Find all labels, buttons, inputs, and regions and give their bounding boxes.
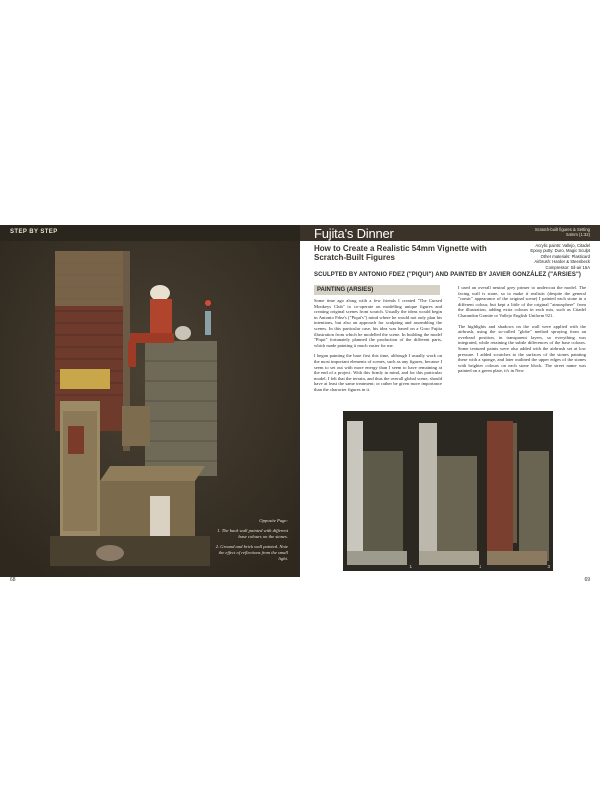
step-photo-image: [413, 411, 485, 571]
photo-number: 1: [409, 564, 412, 569]
body-paragraph: I began painting the base first this time, although I usually work on the most important elements of scenes, such as any figures, because I seem to set out with more energy than I seem to have remaining at the end of a project. With this firmly in mind, and for this particular model, I felt that the terrain, and thus the overall global scene, should have at least the same treatment; or rather be given more importance than the character figures in it.: [314, 353, 442, 392]
caption-item: 1. The back wall painted with different base colours on the stones.: [217, 528, 288, 539]
section-heading-label: PAINTING (ARSIES): [317, 287, 374, 293]
photo-caption: [210, 518, 288, 566]
step-photo: [481, 411, 553, 571]
section-header-label: STEP BY STEP: [10, 229, 58, 235]
spec-item: Scratch-built figures & Setting: [534, 227, 590, 232]
page-number-right: 69: [584, 577, 590, 583]
body-paragraph: Some time ago along with a few friends I created "The Cursed Monkeys Club" to co-operate on modelling unique figures and creating original scenes from scratch. Usually the ideas would begin in Antonio Fdez's ("Piqui's") mind where he would not only plan his intentions, but also an approach for sculpting and assembling the scenes. In this particular case, his idea was based on a Goro Fujita illustration from which he modelled the scene. In building the model "Piqui" fortunately planned the production of the different parts, which made painting it much easier for me.: [314, 298, 442, 348]
step-photo: [343, 411, 415, 571]
section-header: [0, 225, 300, 241]
left-page: [0, 225, 300, 583]
text-column-right: [458, 285, 586, 379]
text-column-left: [314, 298, 442, 398]
body-paragraph: The highlights and shadows on the wall were applied with the airbrush, using the so-called "globe" method spraying from an overhead position, in transparent layers, so everything was integrated, while retaining the subtle differences of the base colours. Some textured paints were also added with the airbrush set at low pressure. I added scratches to the surfaces of the stones painting these with a sponge, and later outlined the upper edges of the stones with brighter colours on each stone block. The street name was painted on a green plate, it's in New: [458, 323, 586, 374]
spec-item: Compressor: Sil-air 15A: [545, 264, 590, 270]
caption-item: 2. Ground and brick wall painted. Note the effect of reflections from the small light.: [215, 544, 288, 561]
article-subtitle: How to Create a Realistic 54mm Vignette with Scratch-Built Figures: [314, 244, 487, 262]
step-photo: [413, 411, 485, 571]
title-band: [300, 225, 600, 241]
spec-list: [470, 227, 590, 238]
credits-line: SCULPTED BY ANTONIO FDEZ ("PIQUI") AND PAINTED BY JAVIER GONZÁLEZ ("ARSIES"): [314, 272, 581, 278]
right-page: [300, 225, 600, 583]
spec-item: 54mm (1:32): [566, 232, 590, 238]
caption-heading: Opposite Page:: [259, 518, 288, 523]
section-heading: [314, 285, 440, 295]
magazine-spread: [0, 225, 600, 583]
photo-number: 3: [547, 564, 550, 569]
spec-item: Epoxy putty: Duro, Magic Sculpt: [530, 248, 590, 254]
article-title: Fujita's Dinner: [314, 226, 394, 241]
spec-item: Acrylic paints: Vallejo, Citadel: [535, 243, 590, 248]
step-photo-image: [481, 411, 553, 571]
page-number-left: 68: [10, 577, 16, 583]
spec-item: Airbrush: Harder & Steenbeck: [534, 259, 590, 265]
spec-item: Other materials: Plasticard: [540, 253, 590, 259]
step-photo-image: [343, 411, 415, 571]
body-paragraph: I used an overall neutral grey primer to undercoat the model. The facing wall is stone, so to make it realistic (despite the general "comic" appearance of the original scene) I painted each stone in a different colour, but kept a little of the original "atmosphere" from the illustration, adding extra colours in each mix, such as Citadel Charandon Granite or Vallejo English Uniform 921.: [458, 285, 586, 318]
